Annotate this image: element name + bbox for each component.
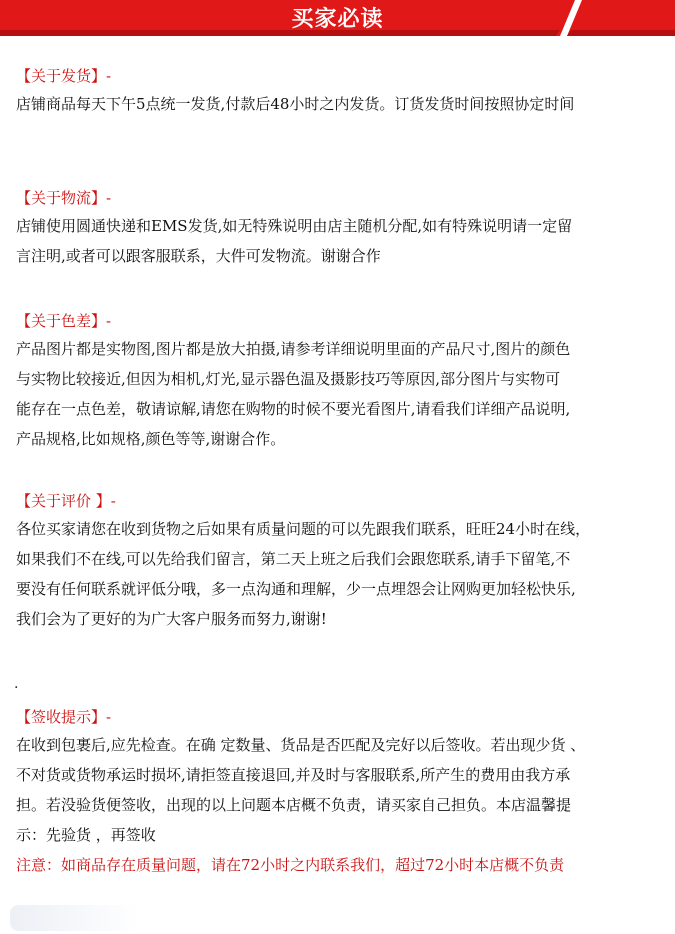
section-title: 【关于发货】-: [16, 67, 112, 85]
faded-decoration: [10, 905, 140, 931]
section-text-line: 言注明,或者可以跟客服联系，大件可发物流。谢谢合作: [16, 247, 381, 265]
section-title: 【关于色差】-: [16, 312, 112, 330]
section-text-line: 要没有任何联系就评低分哦，多一点沟通和理解，少一点埋怨会让网购更加轻松快乐,: [16, 580, 576, 598]
section-color-difference: [16, 308, 668, 454]
banner-title: 买家必读: [291, 6, 384, 32]
section-text-line: 店铺使用圆通快递和EMS发货,如无特殊说明由店主随机分配,如有特殊说明请一定留: [16, 217, 573, 235]
section-text-line: 不对货或货物承运时损坏,请拒签直接退回,并及时与客服联系,所产生的费用由我方承: [16, 766, 571, 784]
section-title: 【关于评价 】-: [16, 492, 116, 510]
section-text-line: 在收到包裹后,应先检查。在确 定数量、货品是否匹配及完好以后签收。若出现少货 、: [16, 736, 586, 754]
section-shipping: [16, 63, 668, 119]
section-text-line: 店铺商品每天下午5点统一发货,付款后48小时之内发货。订货发货时间按照协定时间: [16, 95, 575, 113]
section-text-line: 产品规格,比如规格,颜色等等,谢谢合作。: [16, 430, 286, 448]
section-text-line: 示：先验货 ，再签收: [16, 826, 156, 844]
section-title: 【签收提示】-: [16, 708, 112, 726]
section-text-line: 担。若没验货便签收，出现的以上问题本店概不负责，请买家自己担负。本店温馨提: [16, 796, 572, 814]
header-banner: [0, 0, 675, 40]
section-text-line: 能存在一点色差，敬请谅解,请您在购物的时候不要光看图片,请看我们详细产品说明,: [16, 400, 571, 418]
section-text-line: 我们会为了更好的为广大客户服务而努力,谢谢!: [16, 610, 327, 628]
section-receipt: [16, 704, 668, 880]
stray-mark: .: [14, 676, 19, 692]
section-review: [16, 488, 668, 634]
section-text-line: 各位买家请您在收到货物之后如果有质量问题的可以先跟我们联系，旺旺24小时在线，: [16, 520, 591, 538]
section-title: 【关于物流】-: [16, 189, 112, 207]
section-text-line: 与实物比较接近,但因为相机,灯光,显示器色温及摄影技巧等原因,部分图片与实物可: [16, 370, 561, 388]
notice-warning: 注意：如商品存在质量问题，请在72小时之内联系我们，超过72小时本店概不负责: [16, 856, 565, 874]
section-logistics: [16, 185, 668, 271]
section-text-line: 产品图片都是实物图,图片都是放大拍摄,请参考详细说明里面的产品尺寸,图片的颜色: [16, 340, 571, 358]
section-text-line: 如果我们不在线,可以先给我们留言，第二天上班之后我们会跟您联系,请手下留笔,不: [16, 550, 571, 568]
